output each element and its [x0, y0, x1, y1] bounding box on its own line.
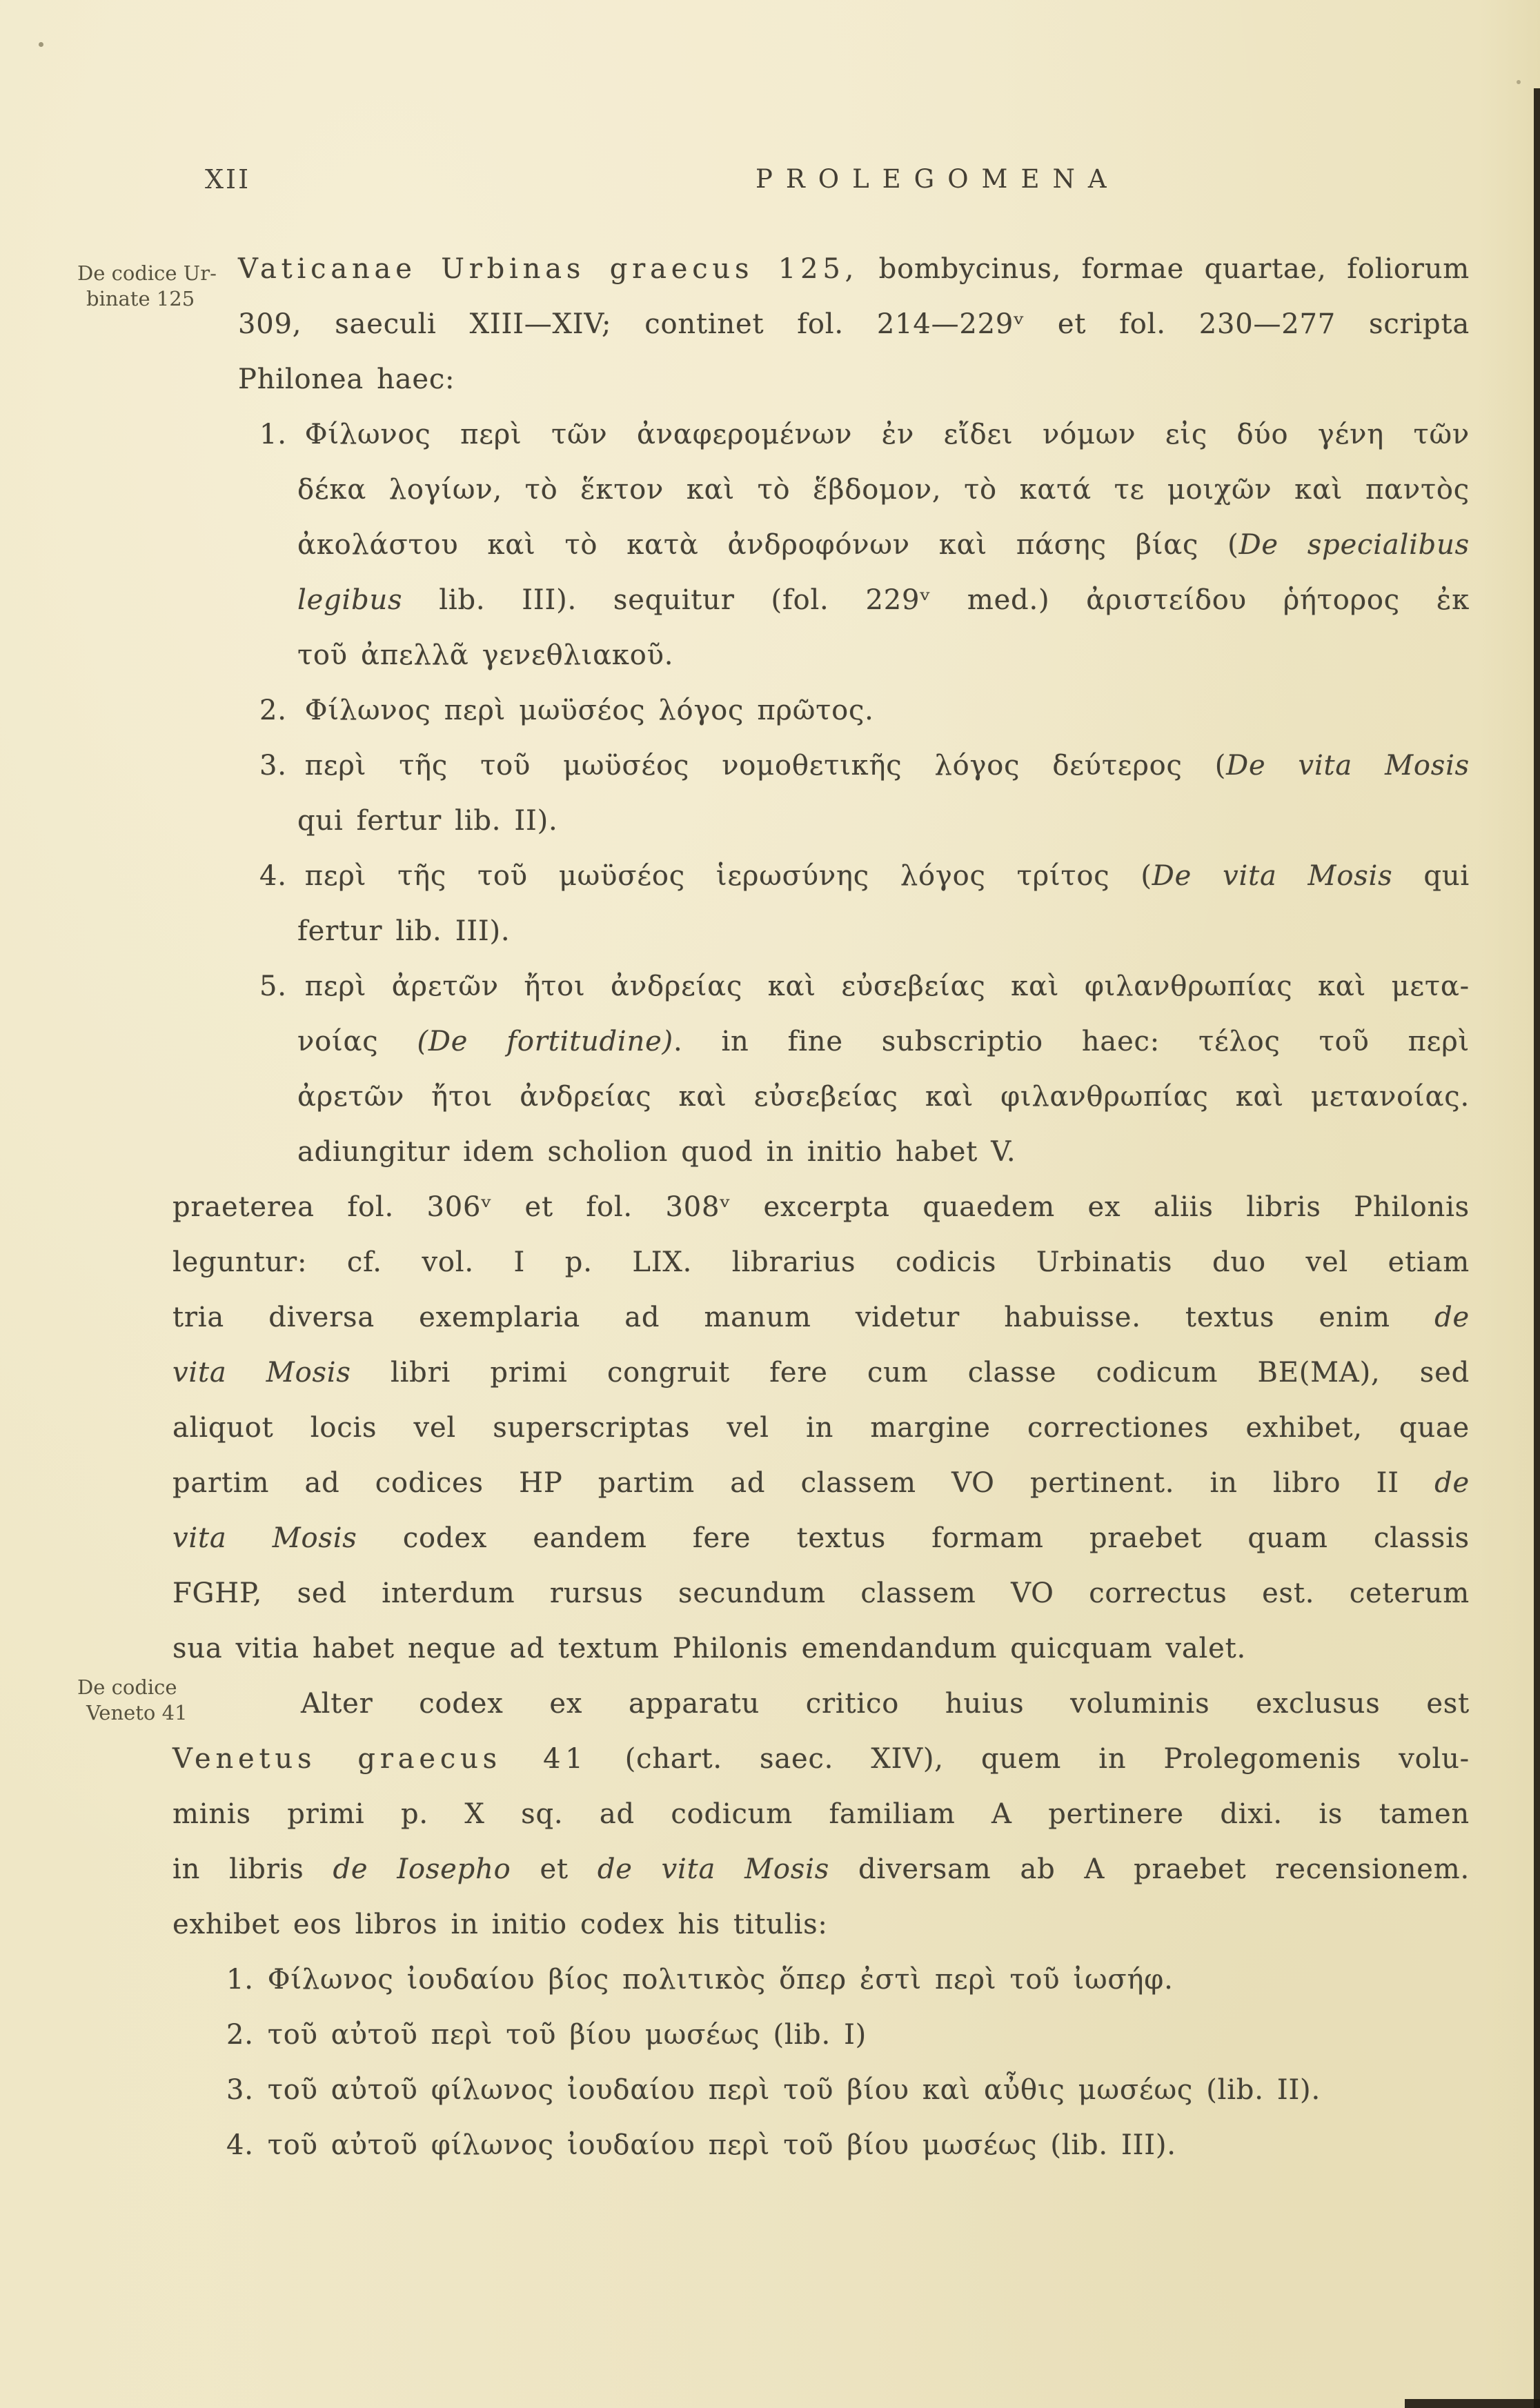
text-segment: codex eandem fere textus formam praebet quam classis [357, 1522, 1470, 1554]
text-line [172, 1787, 1470, 1842]
margin-note-line: De codice [77, 1675, 177, 1699]
text-segment: . in fine subscriptio haec: τέλος τοῦ περὶ [673, 1026, 1470, 1057]
text-segment: νοίας [297, 1026, 417, 1057]
text-segment: De vita Mosis [1226, 750, 1470, 782]
text-segment: De specialibus [1238, 529, 1470, 561]
text-line [259, 407, 1470, 462]
text-line [238, 352, 1470, 407]
text-line [226, 2062, 1470, 2118]
text-line [172, 1235, 1470, 1290]
text-line [297, 1069, 1470, 1124]
text-segment: libri primi congruit fere cum classe codicum BE(MA), sed [351, 1357, 1470, 1389]
page-number: XII [205, 164, 251, 195]
main-text [172, 241, 1470, 2173]
page-corner-shadow [1405, 2399, 1540, 2408]
text-segment: Venetus graecus 41 [172, 1743, 588, 1775]
text-segment: leguntur: cf. vol. I p. LIX. librarius codicis Urbinatis duo vel etiam [172, 1246, 1470, 1278]
text-segment: Philonea haec: [238, 364, 455, 395]
codex-venetus-description [172, 1676, 1470, 1952]
text-segment: in libris [172, 1853, 333, 1885]
text-segment: partim ad codices HP partim ad classem VO pertinent. in libro II [172, 1467, 1435, 1499]
text-line [297, 1014, 1470, 1069]
text-segment: FGHP, sed interdum rursus secundum classem VO correctus est. ceterum [172, 1578, 1470, 1609]
text-line [297, 573, 1470, 628]
text-segment: lib. III). sequitur (fol. 229ᵛ med.) ἀριστείδου ῥήτορος ἐκ [402, 584, 1470, 616]
text-segment: vita Mosis [172, 1522, 357, 1554]
text-line [238, 241, 1470, 297]
text-segment: vita Mosis [172, 1357, 351, 1389]
margin-note-line: binate 125 [86, 287, 195, 310]
list-number: 4. [226, 2129, 254, 2161]
text-line [301, 1676, 1470, 1731]
text-line [297, 1124, 1470, 1180]
list-number: 1. [259, 419, 287, 450]
paper-speck [39, 42, 43, 47]
list-number: 2. [226, 2019, 254, 2051]
text-segment: minis primi p. X sq. ad codicum familiam A pertinere dixi. is tamen [172, 1798, 1470, 1830]
text-line [297, 793, 1470, 848]
text-segment: aliquot locis vel superscriptas vel in margine correctiones exhibet, quae [172, 1412, 1470, 1444]
text-line [238, 297, 1470, 352]
text-segment: de [1434, 1302, 1470, 1333]
codex-urbinas-description [172, 241, 1470, 407]
text-line [172, 1511, 1470, 1566]
text-segment: ἀκολάστου καὶ τὸ κατὰ ἀνδροφόνων καὶ πάσης βίας ( [297, 529, 1239, 561]
text-line [259, 738, 1470, 793]
text-line [226, 1952, 1470, 2007]
urbinas-contents-list [172, 407, 1470, 1180]
text-segment: legibus [297, 584, 403, 616]
text-line [259, 959, 1470, 1014]
text-segment: περὶ τῆς τοῦ μωϋσέος νομοθετικῆς λόγος δεύτερος ( [304, 750, 1227, 782]
text-line [226, 2007, 1470, 2062]
text-segment: adiungitur idem scholion quod in initio habet V. [297, 1136, 1016, 1168]
text-segment: περὶ ἀρετῶν ἤτοι ἀνδρείας καὶ εὐσεβείας καὶ φιλανθρωπίας καὶ μετα- [304, 971, 1470, 1002]
text-segment: Φίλωνος περὶ μωϋσέος λόγος πρῶτος. [304, 695, 874, 726]
text-segment: (chart. saec. XIV), quem in Prolegomenis volu- [587, 1743, 1470, 1775]
text-segment: τοῦ αὐτοῦ περὶ τοῦ βίου μωσέως (lib. I) [267, 2019, 867, 2051]
list-number: 5. [259, 971, 287, 1002]
page-header [0, 160, 1540, 201]
text-segment: bombycinus, formae quartae, foliorum [858, 253, 1470, 285]
text-segment: Vaticanae Urbinas graecus 125, [238, 253, 859, 285]
text-segment: ἀρετῶν ἤτοι ἀνδρείας καὶ εὐσεβείας καὶ φιλανθρωπίας καὶ μετανοίας. [297, 1081, 1470, 1113]
urbinas-discussion [172, 1180, 1470, 1676]
text-segment: δέκα λογίων, τὸ ἕκτον καὶ τὸ ἕβδομον, τὸ κατά τε μοιχῶν καὶ παντὸς [297, 474, 1470, 506]
text-line [259, 683, 1470, 738]
text-line [172, 1455, 1470, 1511]
text-line [297, 517, 1470, 573]
list-number: 4. [259, 860, 287, 892]
text-segment: Φίλωνος ἰουδαίου βίος πολιτικὸς ὅπερ ἐστὶ περὶ τοῦ ἰωσήφ. [267, 1964, 1174, 1996]
text-segment: τοῦ ἀπελλᾶ γενεθλιακοῦ. [297, 639, 674, 671]
running-title: PROLEGOMENA [756, 164, 1120, 194]
text-line [172, 1290, 1470, 1345]
text-segment: praeterea fol. 306ᵛ et fol. 308ᵛ excerpta quaedem ex aliis libris Philonis [172, 1191, 1470, 1223]
text-line [297, 904, 1470, 959]
list-number: 3. [226, 2074, 254, 2106]
text-segment: qui fertur lib. II). [297, 805, 558, 837]
text-segment: Φίλωνος περὶ τῶν ἀναφερομένων ἐν εἴδει νόμων εἰς δύο γένη τῶν [304, 419, 1470, 450]
text-line [297, 462, 1470, 517]
text-segment: fertur lib. III). [297, 915, 511, 947]
page-edge-shadow [1534, 88, 1540, 2408]
text-segment: de vita Mosis [597, 1853, 830, 1885]
venetus-titles-list [172, 1952, 1470, 2173]
text-line [172, 1897, 1470, 1952]
text-segment: Alter codex ex apparatu critico huius voluminis exclusus est [301, 1688, 1470, 1720]
text-segment: diversam ab A praebet recensionem. [829, 1853, 1470, 1885]
text-segment: de Iosepho [333, 1853, 511, 1885]
paper-speck [1517, 80, 1521, 84]
text-line [172, 1180, 1470, 1235]
text-segment: (De fortitudine) [417, 1026, 673, 1057]
text-line [172, 1842, 1470, 1897]
text-line [226, 2118, 1470, 2173]
text-line [259, 848, 1470, 904]
text-segment: De vita Mosis [1152, 860, 1393, 892]
list-number: 2. [259, 695, 287, 726]
list-number: 3. [259, 750, 287, 782]
list-number: 1. [226, 1964, 254, 1996]
margin-note-line: De codice Ur- [77, 261, 217, 285]
text-segment: sua vitia habet neque ad textum Philonis emendandum quicquam valet. [172, 1633, 1247, 1664]
margin-note-line: Veneto 41 [86, 1701, 188, 1724]
text-segment: et [511, 1853, 598, 1885]
text-segment: tria diversa exemplaria ad manum videtur habuisse. textus enim [172, 1302, 1435, 1333]
text-segment: de [1434, 1467, 1470, 1499]
text-segment: τοῦ αὐτοῦ φίλωνος ἰουδαίου περὶ τοῦ βίου καὶ αὖθις μωσέως (lib. II). [267, 2074, 1321, 2106]
text-line [172, 1731, 1470, 1787]
text-segment: τοῦ αὐτοῦ φίλωνος ἰουδαίου περὶ τοῦ βίου μωσέως (lib. III). [267, 2129, 1176, 2161]
text-line [172, 1566, 1470, 1621]
text-segment: περὶ τῆς τοῦ μωϋσέος ἱερωσύνης λόγος τρίτος ( [304, 860, 1152, 892]
text-segment: exhibet eos libros in initio codex his titulis: [172, 1909, 828, 1940]
text-line [172, 1345, 1470, 1400]
text-segment: 309, saeculi XIII—XIV; continet fol. 214—229ᵛ et fol. 230—277 scripta [238, 308, 1470, 340]
text-line [172, 1400, 1470, 1455]
text-line [172, 1621, 1470, 1676]
text-segment: qui [1392, 860, 1470, 892]
text-line [297, 628, 1470, 683]
